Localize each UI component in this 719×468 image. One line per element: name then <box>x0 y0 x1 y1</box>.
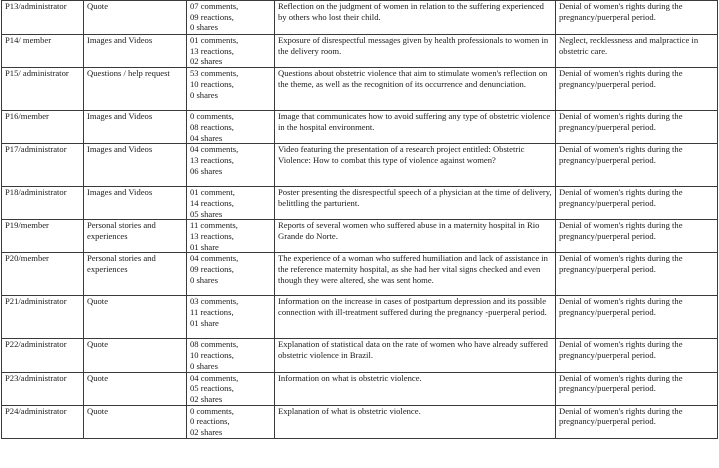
comments-count: 07 comments, <box>190 1 239 11</box>
engagement-cell <box>187 253 275 296</box>
post-id: P20/member <box>5 253 49 264</box>
engagement-cell <box>187 111 275 144</box>
shares-count: 06 shares <box>190 165 223 176</box>
post-type: Questions / help request <box>87 68 170 79</box>
shares-count: 02 shares <box>190 427 223 438</box>
post-description: Reflection on the judgment of women in relation to the suffering experienced by others who lost their child. <box>278 1 544 22</box>
post-description: Video featuring the presentation of a research project entitled: Obstetric Violence: How to combat this type of violence against women? <box>278 144 525 165</box>
theme-cell <box>556 372 718 405</box>
shares-count: 05 shares <box>190 208 223 219</box>
post-theme: Denial of women's rights during the pregnancy/puerperal period. <box>559 339 683 361</box>
post-id-cell <box>2 68 84 111</box>
post-type-cell <box>84 35 187 68</box>
post-type: Images and Videos <box>87 111 153 122</box>
description-cell <box>275 253 556 296</box>
post-id: P15/ administrator <box>5 68 69 79</box>
post-id-cell <box>2 253 84 296</box>
engagement-cell <box>187 187 275 220</box>
post-description: Exposure of disrespectful messages given by health professionals to women in the delivery room. <box>278 35 549 56</box>
comments-count: 04 comments, <box>190 144 239 155</box>
engagement-cell <box>187 1 275 35</box>
reactions-count: 09 reactions, <box>190 11 234 22</box>
theme-cell <box>556 253 718 296</box>
theme-cell <box>556 35 718 68</box>
theme-cell <box>556 296 718 339</box>
post-theme: Denial of women's rights during the pregnancy/puerperal period. <box>559 111 683 132</box>
description-cell <box>275 405 556 438</box>
description-cell <box>275 220 556 253</box>
post-id-cell <box>2 220 84 253</box>
post-id: P21/administrator <box>5 296 67 307</box>
engagement-cell <box>187 35 275 68</box>
table-row <box>2 296 718 339</box>
post-type-cell <box>84 144 187 187</box>
description-cell <box>275 1 556 35</box>
shares-count: 02 shares <box>190 393 223 404</box>
table-row <box>2 144 718 187</box>
post-id-cell <box>2 372 84 405</box>
post-id-cell <box>2 405 84 438</box>
description-cell <box>275 68 556 111</box>
table-row <box>2 372 718 405</box>
post-type: Images and Videos <box>87 187 153 198</box>
post-id: P19/member <box>5 220 49 231</box>
comments-count: 01 comments, <box>190 35 239 45</box>
theme-cell <box>556 68 718 111</box>
post-id: P13/administrator <box>5 1 67 11</box>
shares-count: 0 shares <box>190 274 218 285</box>
reactions-count: 05 reactions, <box>190 383 234 394</box>
reactions-count: 13 reactions, <box>190 154 234 165</box>
post-description: Explanation of what is obstetric violence. <box>278 405 421 416</box>
engagement-cell <box>187 220 275 253</box>
post-type: Quote <box>87 339 109 350</box>
post-type-cell <box>84 111 187 144</box>
post-id: P14/ member <box>5 35 52 45</box>
shares-count: 0 shares <box>190 22 218 33</box>
post-type: Images and Videos <box>87 35 153 45</box>
post-type: Quote <box>87 405 109 416</box>
post-description: The experience of a woman who suffered humiliation and lack of assistance in the reference maternity hospital, as she had her vital signs checked and even though they were altered, she was sent home. <box>278 253 548 285</box>
post-type-cell <box>84 68 187 111</box>
post-type: Images and Videos <box>87 144 153 155</box>
post-id-cell <box>2 187 84 220</box>
comments-count: 0 comments, <box>190 111 234 122</box>
post-type: Quote <box>87 372 109 383</box>
reactions-count: 13 reactions, <box>190 45 234 56</box>
comments-count: 08 comments, <box>190 339 239 350</box>
description-cell <box>275 144 556 187</box>
post-theme: Denial of women's rights during the pregnancy/puerperal period. <box>559 405 683 427</box>
shares-count: 02 shares <box>190 56 223 67</box>
post-id: P23/administrator <box>5 372 67 383</box>
post-id-cell <box>2 339 84 372</box>
post-theme: Denial of women's rights during the pregnancy/puerperal period. <box>559 253 683 275</box>
comments-count: 03 comments, <box>190 296 239 307</box>
post-id-cell <box>2 1 84 35</box>
post-type-cell <box>84 296 187 339</box>
post-theme: Denial of women's rights during the pregnancy/puerperal period. <box>559 372 683 394</box>
posts-table-body <box>2 1 718 439</box>
shares-count: 04 shares <box>190 132 223 143</box>
post-id: P17/administrator <box>5 144 67 155</box>
post-description: Explanation of statistical data on the rate of women who have already suffered obstetric violence in Brazil. <box>278 339 548 361</box>
comments-count: 01 comment, <box>190 187 235 198</box>
post-type-cell <box>84 1 187 35</box>
engagement-cell <box>187 144 275 187</box>
post-description: Information on the increase in cases of postpartum depression and its possible connection with ill-treatment suffered during the pregnancy -puerperal period. <box>278 296 547 318</box>
shares-count: 01 share <box>190 241 219 252</box>
post-id-cell <box>2 144 84 187</box>
theme-cell <box>556 187 718 220</box>
post-type-cell <box>84 339 187 372</box>
posts-table <box>1 0 718 439</box>
post-id: P16/member <box>5 111 49 122</box>
theme-cell <box>556 220 718 253</box>
reactions-count: 09 reactions, <box>190 264 234 275</box>
engagement-cell <box>187 296 275 339</box>
reactions-count: 0 reactions, <box>190 416 230 427</box>
theme-cell <box>556 111 718 144</box>
post-theme: Denial of women's rights during the pregnancy/puerperal period. <box>559 68 683 89</box>
post-type: Quote <box>87 296 109 307</box>
post-theme: Denial of women's rights during the pregnancy/puerperal period. <box>559 187 683 208</box>
reactions-count: 10 reactions, <box>190 78 234 89</box>
engagement-cell <box>187 339 275 372</box>
post-id-cell <box>2 35 84 68</box>
post-id-cell <box>2 111 84 144</box>
description-cell <box>275 187 556 220</box>
post-description: Image that communicates how to avoid suffering any type of obstetric violence in the hospital environment. <box>278 111 551 132</box>
theme-cell <box>556 144 718 187</box>
post-type-cell <box>84 405 187 438</box>
description-cell <box>275 296 556 339</box>
post-description: Questions about obstetric violence that aim to stimulate women's reflection on the theme, as well as the recognition of its occurrence and denunciation. <box>278 68 548 89</box>
comments-count: 11 comments, <box>190 220 238 231</box>
shares-count: 01 share <box>190 317 219 328</box>
table-row <box>2 405 718 438</box>
engagement-cell <box>187 372 275 405</box>
post-theme: Denial of women's rights during the pregnancy/puerperal period. <box>559 144 683 165</box>
post-type-cell <box>84 253 187 296</box>
theme-cell <box>556 1 718 35</box>
table-row <box>2 220 718 253</box>
post-theme: Denial of women's rights during the pregnancy/puerperal period. <box>559 296 683 318</box>
post-description: Poster presenting the disrespectful speech of a physician at the time of delivery, belittling the parturient. <box>278 187 552 208</box>
post-description: Reports of several women who suffered abuse in a maternity hospital in Rio Grande do Norte. <box>278 220 540 242</box>
post-theme: Denial of women's rights during the pregnancy/puerperal period. <box>559 220 683 242</box>
post-type-cell <box>84 187 187 220</box>
table-row <box>2 1 718 35</box>
reactions-count: 13 reactions, <box>190 231 234 242</box>
comments-count: 04 comments, <box>190 372 239 383</box>
comments-count: 53 comments, <box>190 68 239 79</box>
post-type-cell <box>84 372 187 405</box>
shares-count: 0 shares <box>190 89 218 100</box>
table-row <box>2 187 718 220</box>
post-id: P18/administrator <box>5 187 67 198</box>
table-row <box>2 35 718 68</box>
reactions-count: 08 reactions, <box>190 121 234 132</box>
shares-count: 0 shares <box>190 360 218 371</box>
comments-count: 0 comments, <box>190 405 234 416</box>
engagement-cell <box>187 68 275 111</box>
description-cell <box>275 339 556 372</box>
post-id-cell <box>2 296 84 339</box>
post-type: Personal stories and experiences <box>87 220 156 242</box>
post-id: P24/administrator <box>5 405 67 416</box>
reactions-count: 10 reactions, <box>190 350 234 361</box>
engagement-cell <box>187 405 275 438</box>
reactions-count: 14 reactions, <box>190 197 234 208</box>
table-row <box>2 111 718 144</box>
description-cell <box>275 372 556 405</box>
post-id: P22/administrator <box>5 339 67 350</box>
reactions-count: 11 reactions, <box>190 307 234 318</box>
post-theme: Denial of women's rights during the pregnancy/puerperal period. <box>559 1 683 22</box>
post-description: Information on what is obstetric violence. <box>278 372 422 383</box>
post-type: Quote <box>87 1 109 11</box>
table-row <box>2 339 718 372</box>
comments-count: 04 comments, <box>190 253 239 264</box>
description-cell <box>275 111 556 144</box>
description-cell <box>275 35 556 68</box>
post-type-cell <box>84 220 187 253</box>
theme-cell <box>556 339 718 372</box>
table-row <box>2 68 718 111</box>
post-theme: Neglect, recklessness and malpractice in obstetric care. <box>559 35 699 56</box>
post-type: Personal stories and experiences <box>87 253 156 275</box>
table-row <box>2 253 718 296</box>
theme-cell <box>556 405 718 438</box>
